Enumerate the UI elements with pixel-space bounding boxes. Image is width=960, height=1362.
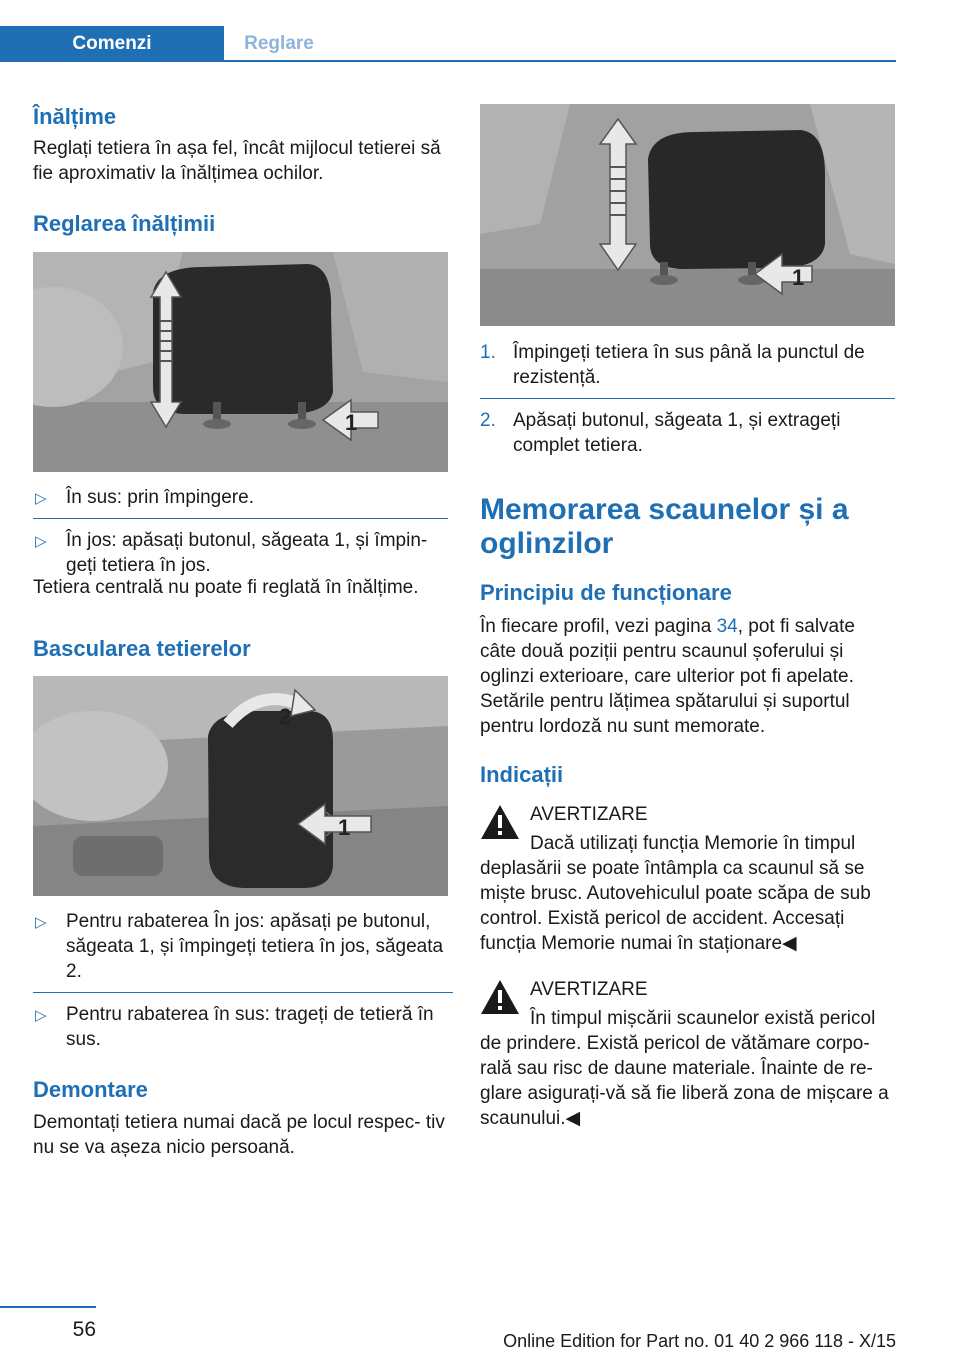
- figure-headrest-tilt: [33, 676, 448, 896]
- list-height-adjust: [33, 485, 448, 578]
- paragraph-principiu: În fiecare profil, vezi pagina 34, pot fi salvate câte două poziții pentru scaunul șoferului și oglinzi exterioare, care ulterior pot fi apelate. Setările pentru lățimea spătarului și suportul pentru lordoză nu sunt memorate.: [480, 616, 855, 737]
- heading-principiu: Principiu de funcționare: [480, 580, 732, 605]
- list-tilt: [33, 909, 453, 1052]
- step-number: 2.: [480, 410, 496, 431]
- page-34-link[interactable]: 34: [716, 616, 738, 637]
- heading-inaltime: Înălțime: [33, 104, 117, 129]
- tab-reglare[interactable]: Reglare: [244, 33, 314, 54]
- triangle-bullet-icon: ▷: [35, 914, 47, 931]
- list-separator: [33, 992, 453, 993]
- steps-list: [480, 340, 895, 458]
- warning-title: AVERTIZARE: [530, 979, 648, 1000]
- warning-title: AVERTIZARE: [530, 804, 648, 825]
- list-item: ▷ În jos: apăsați butonul, săgeata 1, și împin‐ geți tetiera în jos.: [35, 530, 428, 576]
- step-number: 1.: [480, 342, 496, 363]
- figure-label-2: 2: [279, 704, 292, 729]
- paragraph-inaltime: Reglați tetiera în așa fel, încât mijlocul tetierei să fie aproximativ la înălțimea ochilor.: [33, 138, 441, 184]
- warning-2: [480, 977, 898, 1131]
- list-item: ▷ În sus: prin împingere.: [33, 485, 448, 510]
- heading-memorarea: Memorarea scaunelor și a oglinzilor: [480, 493, 849, 560]
- warning-icon: [480, 979, 520, 1015]
- list-item: 1. Împingeți tetiera în sus până la punctul de rezistență.: [480, 342, 865, 388]
- warning-icon: [480, 804, 520, 840]
- heading-bascularea: Bascularea tetierelor: [33, 636, 251, 661]
- triangle-bullet-icon: ▷: [35, 490, 47, 507]
- paragraph-centrala: Tetiera centrală nu poate fi reglată în înălțime.: [33, 577, 419, 598]
- triangle-bullet-icon: ▷: [35, 533, 47, 550]
- header-rule: [224, 60, 896, 62]
- warning-text: Dacă utilizați funcția Memorie în timpul deplasării se poate întâmpla ca scaunul să se miște brusc. Autovehiculul poate scăpa de sub control. Există pericol de accident. Accesați funcția Memorie numai în staționare◀: [480, 833, 871, 954]
- list-item: 2. Apăsați butonul, săgeata 1, și extrageți complet tetiera.: [480, 410, 841, 456]
- warning-1: [480, 802, 898, 956]
- figure-headrest-height: [33, 252, 448, 472]
- list-separator: [33, 518, 448, 519]
- paragraph-demontare: Demontați tetiera numai dacă pe locul respec‐ tiv nu se va așeza nicio persoană.: [33, 1112, 445, 1158]
- edition-text: Online Edition for Part no. 01 40 2 966 118 - X/15: [503, 1331, 896, 1351]
- warning-text: În timpul mișcării scaunelor există pericol de prindere. Există pericol de vătămare corpo‐ rală sau risc de daune materiale. Înainte de re‐ glare asigurați-vă să fie liberă zona de mișcare a scaunului.◀: [480, 1008, 889, 1129]
- tab-comenzi[interactable]: Comenzi: [0, 26, 224, 62]
- figure-headrest-removal: [480, 104, 895, 326]
- list-item: ▷ Pentru rabaterea În jos: apăsați pe butonul, săgeata 1, și împingeți tetiera în jos, săgeata 2.: [35, 911, 444, 982]
- heading-indicatii: Indicații: [480, 762, 564, 787]
- list-item: ▷ Pentru rabaterea în sus: trageți de tetieră în sus.: [35, 1004, 434, 1050]
- footer-rule: [0, 1306, 96, 1308]
- heading-reglarea-inaltimii: Reglarea înălțimii: [33, 211, 216, 236]
- figure-label-1: 1: [792, 265, 805, 290]
- heading-demontare: Demontare: [33, 1077, 148, 1102]
- figure-label-1: 1: [345, 410, 358, 435]
- triangle-bullet-icon: ▷: [35, 1007, 47, 1024]
- list-separator: [480, 398, 895, 399]
- page-number: 56: [72, 1318, 96, 1341]
- figure-label-1: 1: [338, 815, 351, 840]
